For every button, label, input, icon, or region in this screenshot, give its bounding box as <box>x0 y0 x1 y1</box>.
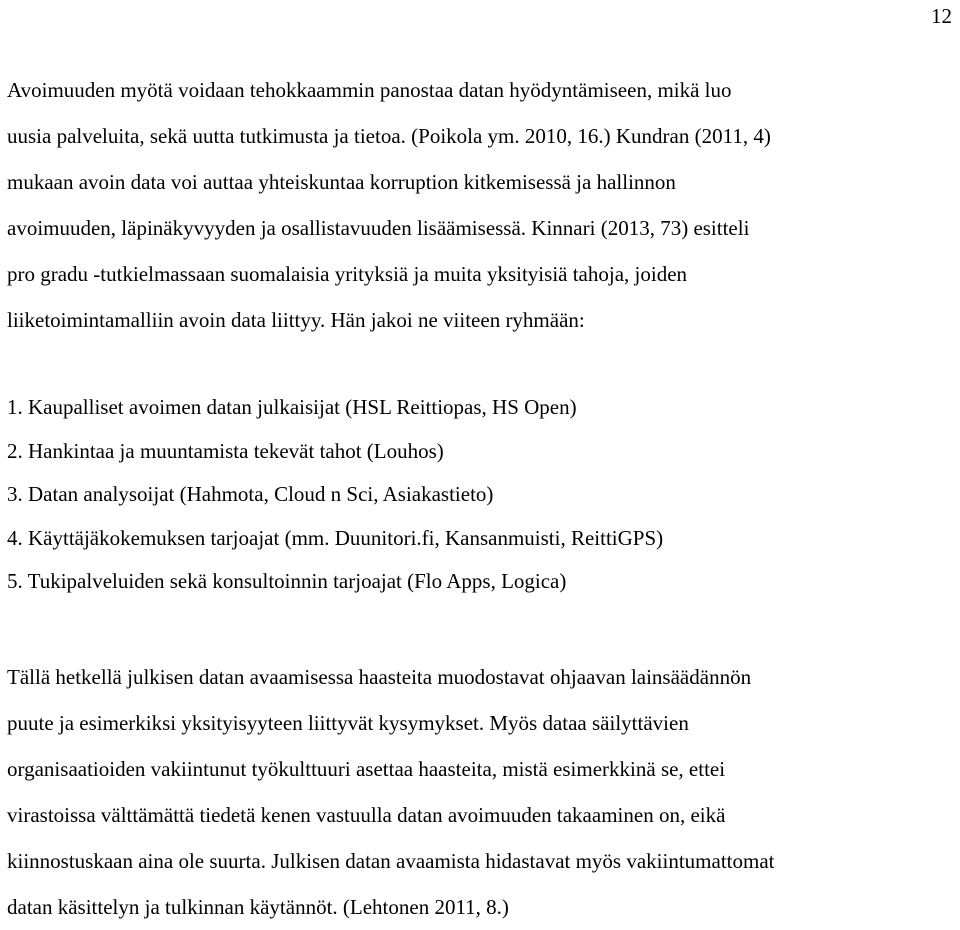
paragraph-line: mukaan avoin data voi auttaa yhteiskuntaa korruption kitkemisessä ja hallinnon <box>7 170 676 194</box>
paragraph-line: puute ja esimerkiksi yksityisyyteen liittyvät kysymykset. Myös dataa säilyttävien <box>7 711 689 735</box>
paragraph-line: uusia palveluita, sekä uutta tutkimusta ja tietoa. (Poikola ym. 2010, 16.) Kundran (2011, 4) <box>7 124 771 148</box>
paragraph-line: avoimuuden, läpinäkyvyyden ja osallistavuuden lisäämisessä. Kinnari (2013, 73) esitteli <box>7 216 750 240</box>
paragraph-line: kiinnostuskaan aina ole suurta. Julkisen datan avaamista hidastavat myös vakiintumattomat <box>7 849 775 873</box>
paragraph-line: datan käsittelyn ja tulkinnan käytännöt. (Lehtonen 2011, 8.) <box>7 895 509 919</box>
list-item: 5. Tukipalveluiden sekä konsultoinnin tarjoajat (Flo Apps, Logica) <box>7 569 567 593</box>
paragraph-line: organisaatioiden vakiintunut työkulttuuri asettaa haasteita, mistä esimerkkinä se, ettei <box>7 757 726 781</box>
paragraph-line: Avoimuuden myötä voidaan tehokkaammin panostaa datan hyödyntämiseen, mikä luo <box>7 78 732 102</box>
paragraph-challenges <box>7 654 957 930</box>
page-number: 12 <box>931 4 952 28</box>
paragraph-line: Tällä hetkellä julkisen datan avaamisessa haasteita muodostavat ohjaavan lainsäädännön <box>7 665 752 689</box>
list-item: 3. Datan analysoijat (Hahmota, Cloud n Sci, Asiakastieto) <box>7 482 494 506</box>
numbered-list <box>7 386 957 604</box>
list-item: 4. Käyttäjäkokemuksen tarjoajat (mm. Duunitori.fi, Kansanmuisti, ReittiGPS) <box>7 525 664 550</box>
list-item: 2. Hankintaa ja muuntamista tekevät tahot (Louhos) <box>7 438 444 463</box>
paragraph-intro <box>7 67 957 343</box>
list-item: 1. Kaupalliset avoimen datan julkaisijat (HSL Reittiopas, HS Open) <box>7 395 577 419</box>
paragraph-line: virastoissa välttämättä tiedetä kenen vastuulla datan avoimuuden takaaminen on, eikä <box>7 803 726 827</box>
paragraph-line: pro gradu -tutkielmassaan suomalaisia yrityksiä ja muita yksityisiä tahoja, joiden <box>7 262 688 286</box>
paragraph-line: liiketoimintamalliin avoin data liittyy. Hän jakoi ne viiteen ryhmään: <box>7 308 585 332</box>
